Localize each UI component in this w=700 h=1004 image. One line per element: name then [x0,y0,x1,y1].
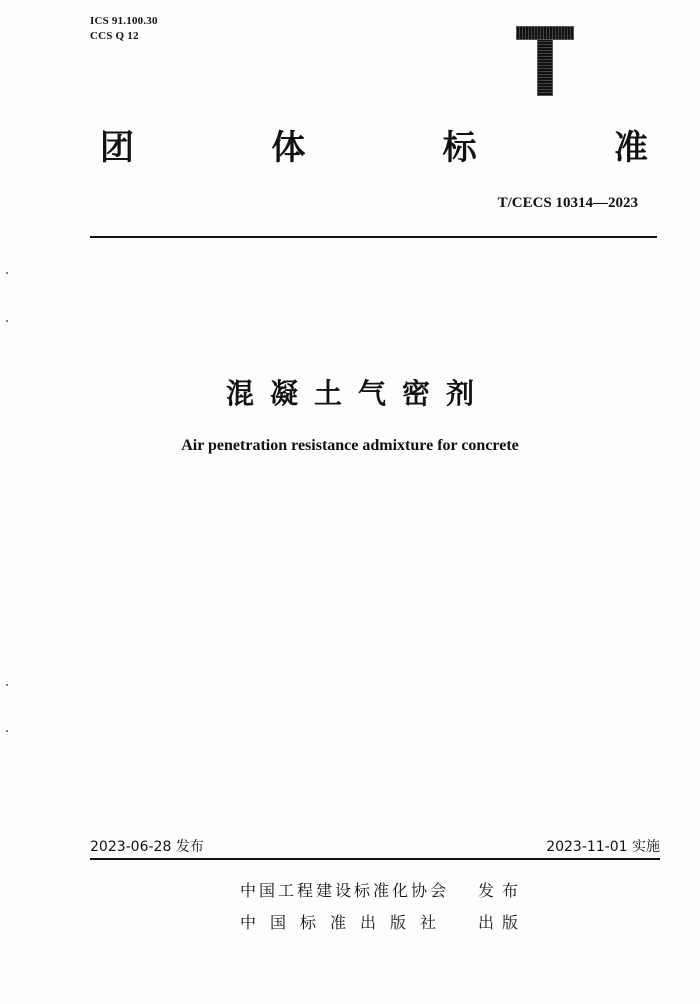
english-title: Air penetration resistance admixture for concrete [181,437,519,454]
scan-speck [6,684,8,686]
heading-char-3: 标 [442,128,477,168]
group-standard-heading [100,128,648,168]
classification-codes [90,14,158,44]
implementation-date: 2023-11-01 实施 [546,839,660,855]
t-standard-logo-icon [516,26,574,96]
publisher-name: 中国工程建设标准化协会 [240,881,450,900]
standard-number: T/CECS 10314—2023 [497,195,638,211]
scan-speck [6,320,8,322]
publisher-role: 出版 [478,913,527,932]
heading-char-2: 体 [271,128,306,168]
ccs-code: CCS Q 12 [90,30,139,42]
bottom-divider [90,858,660,860]
heading-char-4: 准 [613,128,648,168]
top-divider [90,236,657,238]
issue-date: 2023-06-28 发布 [90,839,204,855]
scan-speck [6,730,8,732]
ics-code: ICS 91.100.30 [90,15,158,27]
heading-char-1: 团 [100,128,134,168]
publisher-name: 中国标准出版社 [240,913,451,932]
chinese-title: 混凝土气密剂 [225,377,490,410]
date-row [90,836,660,856]
publisher-role: 发布 [478,881,527,900]
scan-speck [6,272,8,274]
